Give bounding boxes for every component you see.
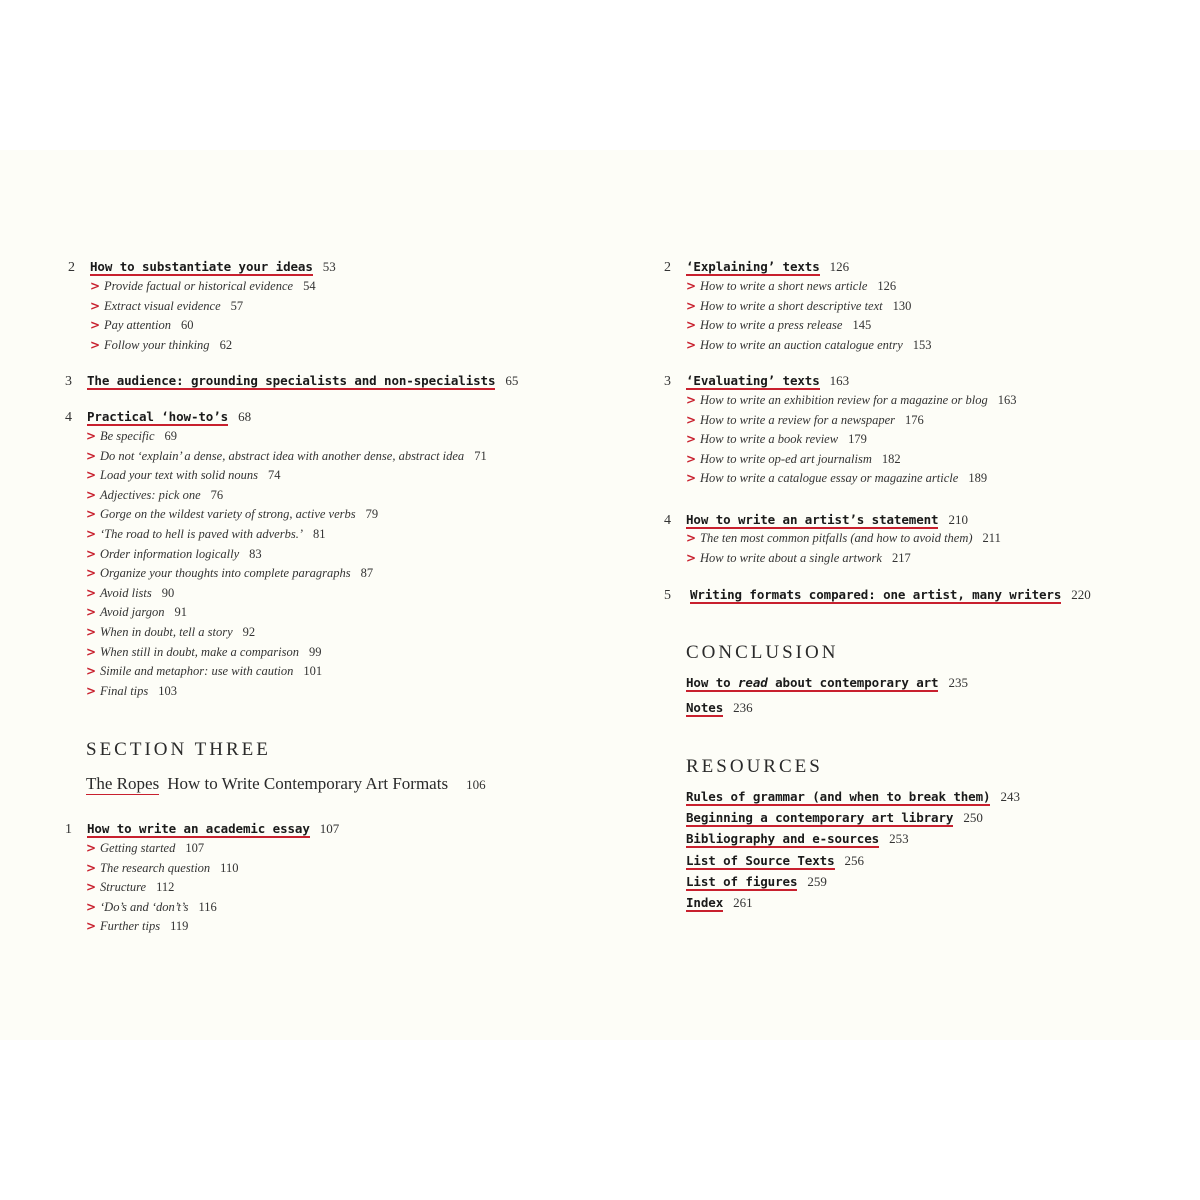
subsection-title: Provide factual or historical evidence (104, 279, 294, 293)
chevron-right-icon: > (86, 546, 97, 561)
subsection-title: When in doubt, tell a story (100, 624, 233, 639)
resource-item[interactable] (686, 828, 1020, 849)
toc-subsection[interactable] (86, 545, 487, 565)
toc-subsection[interactable] (86, 839, 238, 859)
toc-subsection[interactable] (86, 564, 487, 584)
chapter-number: 3 (664, 374, 671, 389)
chevron-right-icon: > (86, 429, 97, 443)
subsection-title: How to write a short descriptive text (700, 298, 883, 313)
resource-item[interactable] (686, 892, 1020, 913)
page-number: 163 (997, 393, 1017, 407)
chevron-right-icon: > (686, 412, 697, 427)
toc-subsection[interactable] (686, 297, 932, 317)
subsection-title: How to write a press release (700, 318, 843, 333)
toc-subsection[interactable] (86, 466, 487, 486)
subsection-title: Final tips (100, 683, 149, 698)
chevron-right-icon: > (686, 451, 697, 466)
page-number: 259 (807, 873, 827, 889)
toc-subsection[interactable] (686, 411, 1016, 431)
chevron-right-icon: > (90, 318, 101, 333)
page-number: 83 (249, 546, 262, 561)
subsection-list (686, 529, 1001, 568)
chevron-right-icon: > (86, 644, 97, 659)
toc-subsection[interactable] (686, 529, 1001, 549)
subsection-title: Getting started (100, 841, 176, 855)
toc-subsection[interactable] (686, 430, 1016, 450)
subsection-title: Organize your thoughts into complete paragraphs (100, 566, 351, 581)
subsection-title: Load your text with solid nouns (100, 468, 258, 483)
subsection-title: Be specific (100, 429, 155, 443)
page-number: 107 (319, 821, 340, 836)
page-number: 74 (268, 468, 281, 483)
page-number: 116 (198, 899, 217, 914)
subsection-title: How to write about a single artwork (700, 550, 882, 565)
page-number: 253 (889, 831, 909, 847)
subsection-list (686, 277, 932, 355)
resources-list (686, 786, 1020, 913)
subsection-title: How to write a review for a newspaper (700, 412, 896, 427)
subsection-title: The ten most common pitfalls (and how to avoid them) (700, 531, 973, 545)
page-number: 87 (360, 566, 374, 581)
toc-chapter[interactable] (65, 817, 339, 841)
toc-subsection[interactable] (86, 662, 487, 682)
chevron-right-icon: > (86, 468, 97, 483)
toc-subsection[interactable] (86, 584, 487, 604)
chapter-number: 1 (65, 822, 72, 837)
toc-subsection[interactable] (86, 525, 487, 545)
chevron-right-icon: > (90, 279, 101, 293)
toc-subsection[interactable] (86, 917, 238, 937)
chapter-title: Notes (686, 700, 724, 715)
chapter-number: 4 (664, 513, 671, 528)
page-number: 60 (181, 318, 194, 333)
page-number: 126 (829, 259, 850, 274)
toc-subsection[interactable] (86, 603, 487, 623)
page-number: 243 (1000, 789, 1020, 804)
page-number: 119 (170, 919, 189, 934)
page-number: 145 (852, 318, 872, 333)
chapter-title: Writing formats compared: one artist, many writers (690, 587, 1062, 602)
toc-subsection[interactable] (86, 623, 487, 643)
chapter-number: 3 (65, 374, 72, 389)
resource-item[interactable] (686, 786, 1020, 807)
chevron-right-icon: > (86, 566, 97, 581)
toc-chapter[interactable] (65, 369, 518, 393)
subsection-title: How to write an exhibition review for a magazine or blog (700, 393, 988, 407)
chapter-title: ‘Explaining’ texts (686, 259, 820, 274)
chevron-right-icon: > (90, 337, 101, 352)
page-number: 57 (230, 298, 244, 313)
page-number: 62 (219, 337, 233, 352)
chapter-title: How to write an artist’s statement (686, 512, 939, 527)
resource-title: Rules of grammar (and when to break them) (686, 789, 991, 804)
chevron-right-icon: > (686, 471, 697, 486)
page-number: 220 (1071, 587, 1091, 602)
resource-title: Beginning a contemporary art library (686, 810, 954, 826)
page-number: 236 (733, 700, 753, 715)
page-number: 176 (905, 412, 924, 427)
chevron-right-icon: > (686, 432, 697, 447)
toc-subsection[interactable] (686, 549, 1001, 569)
toc-subsection[interactable] (90, 297, 316, 317)
page-number: 71 (474, 448, 487, 463)
page-number: 103 (158, 683, 178, 698)
subsection-title: Avoid jargon (100, 605, 165, 620)
page-number: 235 (948, 675, 968, 690)
page-number: 79 (365, 507, 379, 522)
page-number: 110 (220, 860, 239, 875)
toc-chapter[interactable] (686, 671, 968, 695)
title-part: How to (686, 675, 738, 690)
resource-title: Index (686, 894, 724, 910)
subsection-title: Gorge on the wildest variety of strong, active verbs (100, 507, 356, 522)
resource-item[interactable] (686, 871, 1020, 892)
page-number: 68 (238, 409, 252, 424)
chapter-number: 5 (664, 588, 671, 603)
subsection-title: How to write a short news article (700, 279, 868, 293)
page-number: 112 (156, 880, 175, 895)
toc-subsection[interactable] (86, 447, 487, 467)
subsection-title: Simile and metaphor: use with caution (100, 664, 294, 679)
chevron-right-icon: > (686, 279, 697, 293)
toc-subsection[interactable] (686, 469, 1016, 489)
chevron-right-icon: > (86, 507, 97, 522)
resources-heading: RESOURCES (686, 756, 823, 777)
chevron-right-icon: > (686, 531, 697, 545)
resource-title: List of Source Texts (686, 852, 835, 868)
subsection-title: Adjectives: pick one (100, 487, 201, 502)
toc-subsection[interactable] (86, 682, 487, 702)
title-part: about contemporary art (767, 675, 939, 690)
page-number: 250 (963, 810, 983, 826)
subsection-title: How to write an auction catalogue entry (700, 337, 903, 352)
title-emphasis: read (737, 675, 768, 690)
toc-chapter[interactable] (68, 255, 336, 279)
chevron-right-icon: > (686, 550, 697, 565)
page-number: 107 (185, 841, 205, 855)
page-number: 54 (303, 279, 316, 293)
chapter-title: How to write an academic essay (87, 821, 310, 836)
page-number: 90 (161, 585, 175, 600)
subsection-list (90, 277, 316, 355)
chevron-right-icon: > (86, 585, 97, 600)
page-number: 81 (313, 526, 326, 541)
subsection-list (86, 839, 238, 937)
chevron-right-icon: > (90, 298, 101, 313)
page-number: 163 (829, 373, 850, 388)
subsection-title: ‘The road to hell is paved with adverbs.’ (100, 526, 303, 541)
toc-subsection[interactable] (686, 450, 1016, 470)
chevron-right-icon: > (686, 337, 697, 352)
page-number: 91 (174, 605, 187, 620)
chevron-right-icon: > (86, 664, 97, 679)
subsection-list (686, 391, 1016, 489)
chevron-right-icon: > (86, 605, 97, 620)
toc-subsection[interactable] (686, 336, 932, 356)
page-number: 153 (912, 337, 932, 352)
subsection-title: The research question (100, 860, 211, 875)
chevron-right-icon: > (86, 880, 97, 895)
toc-subsection[interactable] (90, 316, 316, 336)
toc-chapter[interactable] (664, 369, 849, 393)
toc-subsection[interactable] (90, 277, 316, 297)
toc-chapter[interactable] (664, 583, 1091, 607)
subsection-title: How to write a catalogue essay or magazine article (700, 471, 959, 486)
subsection-title: How to write op-ed art journalism (700, 451, 872, 466)
toc-chapter[interactable] (686, 696, 753, 720)
subsection-title: How to write a book review (700, 432, 839, 447)
subsection-title: ‘Do’s and ‘don’t’s (100, 899, 189, 914)
chevron-right-icon: > (686, 393, 697, 407)
chevron-right-icon: > (86, 624, 97, 639)
subsection-title: Order information logically (100, 546, 240, 561)
page-number: 65 (505, 373, 519, 388)
conclusion-heading: CONCLUSION (686, 642, 839, 663)
toc-subsection[interactable] (686, 391, 1016, 411)
page-number: 99 (308, 644, 322, 659)
subsection-title: Further tips (100, 919, 161, 934)
chapter-title: The audience: grounding specialists and non-specialists (87, 373, 496, 388)
page-number: 76 (210, 487, 224, 502)
toc-subsection[interactable] (90, 336, 316, 356)
resource-item[interactable] (686, 807, 1020, 828)
toc-chapter[interactable] (664, 255, 849, 279)
page-number: 179 (848, 432, 867, 447)
subsection-title: Avoid lists (100, 585, 152, 600)
chevron-right-icon: > (86, 448, 97, 463)
chevron-right-icon: > (86, 841, 97, 855)
page-number: 53 (322, 259, 336, 274)
chevron-right-icon: > (686, 318, 697, 333)
chevron-right-icon: > (86, 683, 97, 698)
page-number: 182 (881, 451, 901, 466)
subsection-title: Pay attention (104, 318, 171, 333)
toc-subsection[interactable] (86, 878, 238, 898)
toc-subsection[interactable] (86, 859, 238, 879)
chevron-right-icon: > (86, 919, 97, 934)
chapter-number: 4 (65, 410, 72, 425)
subsection-title: When still in doubt, make a comparison (100, 644, 299, 659)
book-spread (0, 150, 1200, 1040)
chevron-right-icon: > (686, 298, 697, 313)
page-number: 101 (303, 664, 323, 679)
toc-subsection[interactable] (86, 427, 487, 447)
chevron-right-icon: > (86, 899, 97, 914)
page-number: 210 (948, 512, 968, 527)
page-number: 126 (877, 279, 897, 293)
toc-chapter[interactable] (65, 405, 251, 429)
toc-subsection[interactable] (86, 898, 238, 918)
toc-subsection[interactable] (86, 643, 487, 663)
section-label: The Ropes (86, 774, 160, 793)
chevron-right-icon: > (86, 860, 97, 875)
page-number: 211 (982, 531, 1001, 545)
subsection-title: Extract visual evidence (104, 298, 221, 313)
page-number: 130 (892, 298, 912, 313)
toc-subsection[interactable] (686, 316, 932, 336)
chapter-title: How to substantiate your ideas (90, 259, 313, 274)
chevron-right-icon: > (86, 487, 97, 502)
resource-title: Bibliography and e-sources (686, 831, 880, 847)
page-number: 217 (891, 550, 911, 565)
chapter-title: Practical ‘how-to’s (87, 409, 229, 424)
chevron-right-icon: > (86, 526, 97, 541)
chapter-number: 2 (68, 260, 75, 275)
resource-title: List of figures (686, 873, 798, 889)
section-title: How to Write Contemporary Art Formats (167, 774, 449, 793)
subsection-title: Structure (100, 880, 147, 895)
chapter-title (686, 675, 938, 692)
page-number: 92 (242, 624, 256, 639)
page-number: 106 (466, 777, 486, 792)
subsection-title: Follow your thinking (104, 337, 210, 352)
toc-subsection[interactable] (686, 277, 932, 297)
section-title-row[interactable] (86, 774, 486, 794)
page-number: 261 (733, 894, 753, 910)
page-number: 69 (164, 429, 177, 443)
page-number: 256 (844, 852, 865, 868)
subsection-title: Do not ‘explain’ a dense, abstract idea with another dense, abstract idea (100, 448, 465, 463)
section-heading: SECTION THREE (86, 739, 271, 760)
page-number: 189 (968, 471, 988, 486)
subsection-list (86, 427, 487, 701)
chapter-number: 2 (664, 260, 671, 275)
chapter-title: ‘Evaluating’ texts (686, 373, 820, 388)
toc-subsection[interactable] (86, 486, 487, 506)
toc-subsection[interactable] (86, 505, 487, 525)
resource-item[interactable] (686, 850, 1020, 871)
